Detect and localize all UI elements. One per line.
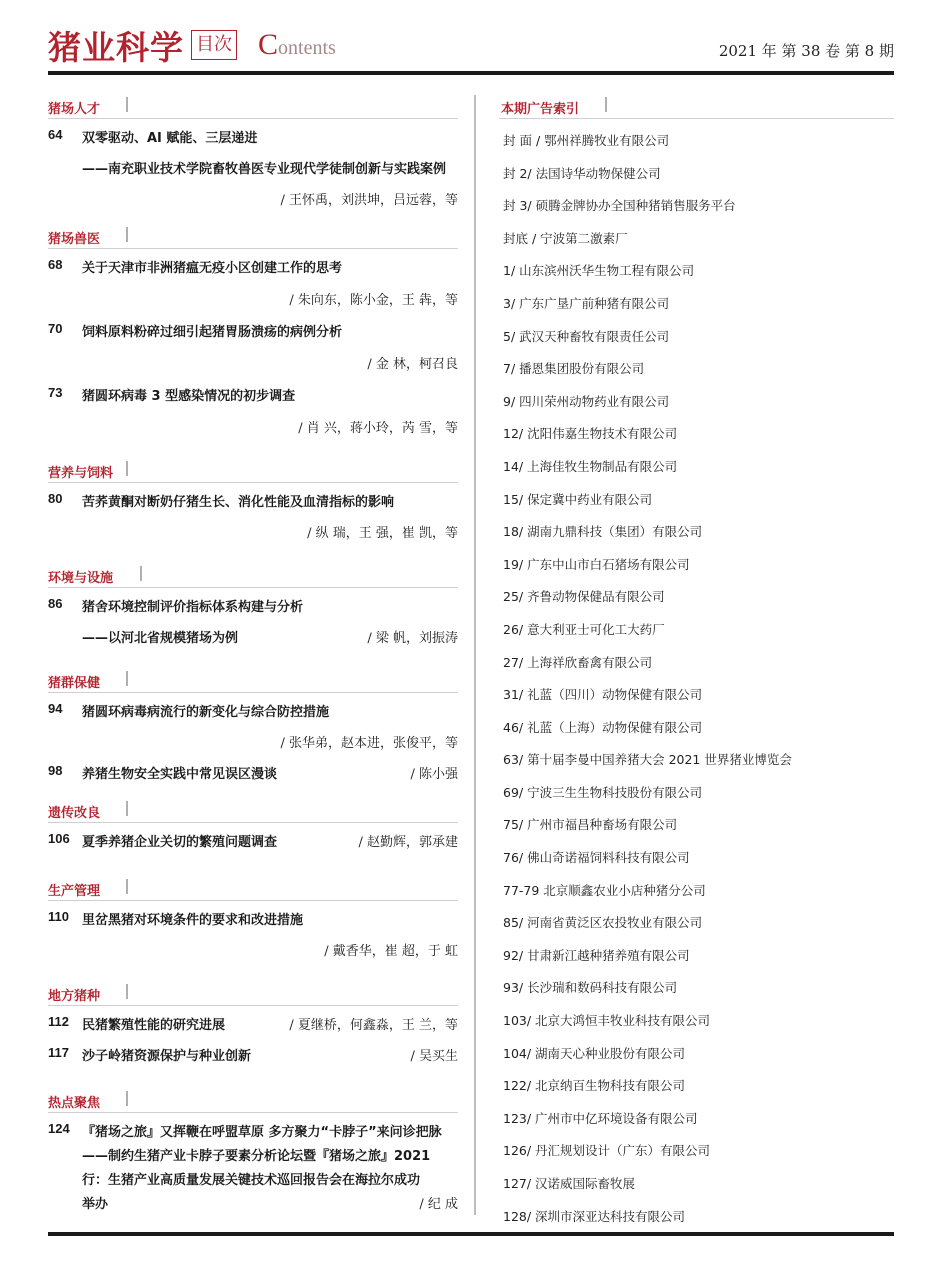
toc-label: 目次 [191,30,237,60]
article-authors: / 张华弟，赵本进，张俊平，等 [280,736,458,751]
article-title: 双零驱动、AI 赋能、三层递进 [82,131,258,146]
article-authors: / 肖 兴，蒋小玲，芮 雪，等 [298,421,458,436]
ad-item[interactable]: 19/ 广东中山市白石猪场有限公司 [503,556,690,572]
page-number: 110 [48,909,69,924]
ad-item[interactable]: 14/ 上海佳牧生物制品有限公司 [503,458,678,474]
section-heading [48,670,458,693]
toc-entry-line[interactable] [48,905,458,936]
section-heading [48,96,458,119]
ad-item[interactable]: 103/ 北京大鸿恒丰牧业科技有限公司 [503,1013,711,1029]
ad-item[interactable]: 18/ 湖南九鼎科技（集团）有限公司 [503,524,703,540]
article-title: 关于天津市非洲猪瘟无疫小区创建工作的思考 [82,261,343,276]
ad-item[interactable]: 25/ 齐鲁动物保健品有限公司 [503,589,665,605]
toc-section [48,96,458,216]
heading-bar [126,461,128,476]
toc-entry-line[interactable] [48,285,458,317]
ad-item[interactable]: 85/ 河南省黄泛区农投牧业有限公司 [503,915,703,931]
heading-bar [126,984,128,999]
section-title: 猪场人才 [48,102,101,117]
page-number: 73 [48,385,63,400]
article-title: ——以河北省规模猪场为例 [82,631,239,646]
section-heading [48,1090,458,1113]
toc-entry-line[interactable] [48,1165,458,1189]
article-authors: / 朱向东，陈小金，王 犇，等 [289,293,458,308]
toc-entry-line[interactable] [48,827,458,859]
heading-bar [126,801,128,816]
ad-index [499,96,894,1233]
article-authors: / 金 林，柯召良 [367,357,458,372]
article-authors: / 赵勤辉，郭承建 [358,835,458,850]
article-title: 沙子岭猪资源保护与种业创新 [82,1049,252,1064]
article-authors: / 夏继桥，何鑫淼，王 兰，等 [289,1018,458,1033]
ad-item[interactable]: 126/ 丹汇规划设计（广东）有限公司 [503,1143,711,1159]
section-heading [48,565,458,588]
section-title: 遗传改良 [48,806,101,821]
ad-item[interactable]: 1/ 山东滨州沃华生物工程有限公司 [503,263,695,279]
article-title: 举办 [82,1197,109,1212]
toc-section [48,800,458,859]
ad-item[interactable]: 128/ 深圳市深亚达科技有限公司 [503,1208,686,1224]
section-title: 猪场兽医 [48,232,101,247]
toc-entry-line[interactable] [48,413,458,445]
article-authors: / 纪 成 [419,1197,458,1212]
ad-item[interactable]: 3/ 广东广垦广前种猪有限公司 [503,295,670,311]
section-title: 生产管理 [48,884,101,899]
heading-bar [605,97,607,112]
toc-entry-line[interactable] [48,1117,458,1141]
toc-section [48,670,458,790]
ad-item[interactable]: 27/ 上海祥欣畜禽有限公司 [503,654,653,670]
toc-entry-line[interactable] [48,381,458,413]
ad-item[interactable]: 127/ 汉诺威国际畜牧展 [503,1176,636,1191]
article-title: 里岔黑猪对环境条件的要求和改进措施 [82,913,304,928]
contents-rest: ontents [278,37,336,59]
toc-entry-line[interactable] [48,697,458,728]
ad-item[interactable]: 15/ 保定冀中药业有限公司 [503,491,653,507]
issue-info: 2021 年 第 38 卷 第 8 期 [718,42,894,60]
heading-bar [126,671,128,686]
toc-entry-line[interactable] [48,518,458,549]
ad-item[interactable]: 5/ 武汉天种畜牧有限责任公司 [503,328,670,344]
section-title: 猪群保健 [48,676,101,691]
toc-entry-line[interactable] [48,759,458,790]
article-title: 苦荞黄酮对断奶仔猪生长、消化性能及血清指标的影响 [82,495,395,510]
toc-entry-line[interactable] [48,1189,458,1213]
section-heading [48,800,458,823]
toc-entry-line[interactable] [48,623,458,654]
section-title: 营养与饲料 [48,466,114,481]
ad-item[interactable]: 12/ 沈阳伟嘉生物技术有限公司 [503,426,678,442]
toc-entry-line[interactable] [48,728,458,759]
ad-item[interactable]: 31/ 礼蓝（四川）动物保健有限公司 [503,687,703,703]
ad-item[interactable]: 46/ 礼蓝（上海）动物保健有限公司 [503,719,703,735]
article-authors: / 王怀禹，刘洪坤，吕远蓉，等 [280,193,458,208]
toc-section [48,460,458,549]
article-title: 行：生猪产业高质量发展关键技术巡回报告会在海拉尔成功 [82,1173,421,1188]
ad-item[interactable]: 123/ 广州市中亿环境设备有限公司 [503,1110,698,1126]
article-title: 夏季养猪企业关切的繁殖问题调查 [82,835,278,850]
page-number: 94 [48,701,63,716]
ad-item[interactable]: 104/ 湖南天心种业股份有限公司 [503,1045,686,1061]
masthead [48,18,894,74]
article-title: 饲料原料粉碎过细引起猪胃肠溃疡的病例分析 [82,325,343,340]
toc-entry-line[interactable] [48,154,458,185]
ad-item[interactable]: 92/ 甘肃新江越种猪养殖有限公司 [503,947,690,963]
toc-entry-line[interactable] [48,936,458,967]
ad-item[interactable]: 封底 / 宁波第二激素厂 [503,230,628,246]
toc-entry-line[interactable] [48,317,458,349]
ad-item[interactable]: 26/ 意大利亚士可化工大药厂 [503,621,665,637]
article-title: ——南充职业技术学院畜牧兽医专业现代学徒制创新与实践案例 [82,162,447,177]
heading-bar [126,97,128,112]
section-title: 地方猪种 [48,989,101,1004]
page-number: 98 [48,763,63,778]
ad-item[interactable]: 封 面 / 鄂州祥腾牧业有限公司 [503,133,670,148]
ad-item[interactable]: 93/ 长沙瑞和数码科技有限公司 [503,980,678,996]
page-number: 80 [48,491,63,506]
section-title: 热点聚焦 [48,1096,101,1111]
page-number: 68 [48,257,63,272]
toc-section [48,565,458,654]
article-authors: / 戴香华，崔 超，于 虹 [324,944,458,959]
page-number: 106 [48,831,70,846]
contents-label [258,28,336,62]
toc-entry-line[interactable] [48,592,458,623]
ad-item[interactable]: 封 2/ 法国诗华动物保健公司 [503,165,661,181]
article-authors: / 纵 瑞，王 强，崔 凯，等 [307,526,458,541]
article-title: 民猪繁殖性能的研究进展 [82,1018,226,1033]
article-title: 猪圆环病毒 3 型感染情况的初步调查 [82,389,296,404]
ad-item[interactable]: 76/ 佛山奇诺福饲料科技有限公司 [503,850,690,866]
section-title: 环境与设施 [48,571,114,586]
article-authors: / 吴买生 [410,1049,458,1064]
page-number: 112 [48,1014,69,1029]
article-title: 猪圆环病毒病流行的新变化与综合防控措施 [82,705,330,720]
contents-initial: C [258,28,279,61]
section-heading [48,983,458,1006]
ad-item[interactable]: 63/ 第十届李曼中国养猪大会 2021 世界猪业博览会 [503,752,792,768]
heading-bar [126,879,128,894]
toc-entry-line[interactable] [48,1141,458,1165]
toc-entry-line[interactable] [48,253,458,285]
ad-item[interactable]: 9/ 四川荣州动物药业有限公司 [503,393,670,409]
article-title: ——制约生猪产业卡脖子要素分析论坛暨『猪场之旅』2021 [82,1149,431,1164]
ad-item[interactable]: 69/ 宁波三生生物科技股份有限公司 [503,784,703,800]
toc-entry-line[interactable] [48,123,458,154]
ad-list [499,125,894,1233]
magazine-title: 猪业科学 [48,28,184,67]
article-authors: / 陈小强 [410,767,458,782]
heading-bar [126,227,128,242]
toc-entry-line[interactable] [48,349,458,381]
toc-entry-line[interactable] [48,1010,458,1041]
toc-section [48,1090,458,1213]
toc-entry-line[interactable] [48,487,458,518]
section-heading [48,226,458,249]
section-heading [48,878,458,901]
heading-bar [140,566,142,581]
toc-section [48,226,458,445]
ad-item[interactable]: 77-79 北京顺鑫农业小店种猪分公司 [503,882,706,898]
section-heading [48,460,458,483]
column-divider [474,95,476,1215]
page-number: 70 [48,321,63,336]
page-number: 64 [48,127,63,142]
ad-index-title: 本期广告索引 [501,102,580,117]
toc-entry-line[interactable] [48,185,458,216]
toc-section [48,878,458,967]
article-authors: / 梁 帆，刘振涛 [367,631,458,646]
ad-item[interactable]: 75/ 广州市福昌种畜场有限公司 [503,817,678,833]
page-number: 86 [48,596,63,611]
article-title: 猪舍环境控制评价指标体系构建与分析 [82,600,304,615]
toc-entry-line[interactable] [48,1041,458,1072]
page-number: 124 [48,1121,70,1136]
top-rule [48,71,894,75]
heading-bar [126,1091,128,1106]
ad-item[interactable]: 封 3/ 硕腾金牌协办全国种猪销售服务平台 [503,198,736,214]
toc-section [48,983,458,1072]
ad-item[interactable]: 122/ 北京纳百生物科技有限公司 [503,1078,686,1094]
page-number: 117 [48,1045,69,1060]
article-title: 养猪生物安全实践中常见误区漫谈 [82,767,278,782]
article-title: 『猪场之旅』又挥鞭在呼盟草原 多方聚力“卡脖子”来问诊把脉 [82,1125,442,1140]
ad-item[interactable]: 7/ 播恩集团股份有限公司 [503,361,645,377]
ad-index-heading [499,96,894,119]
